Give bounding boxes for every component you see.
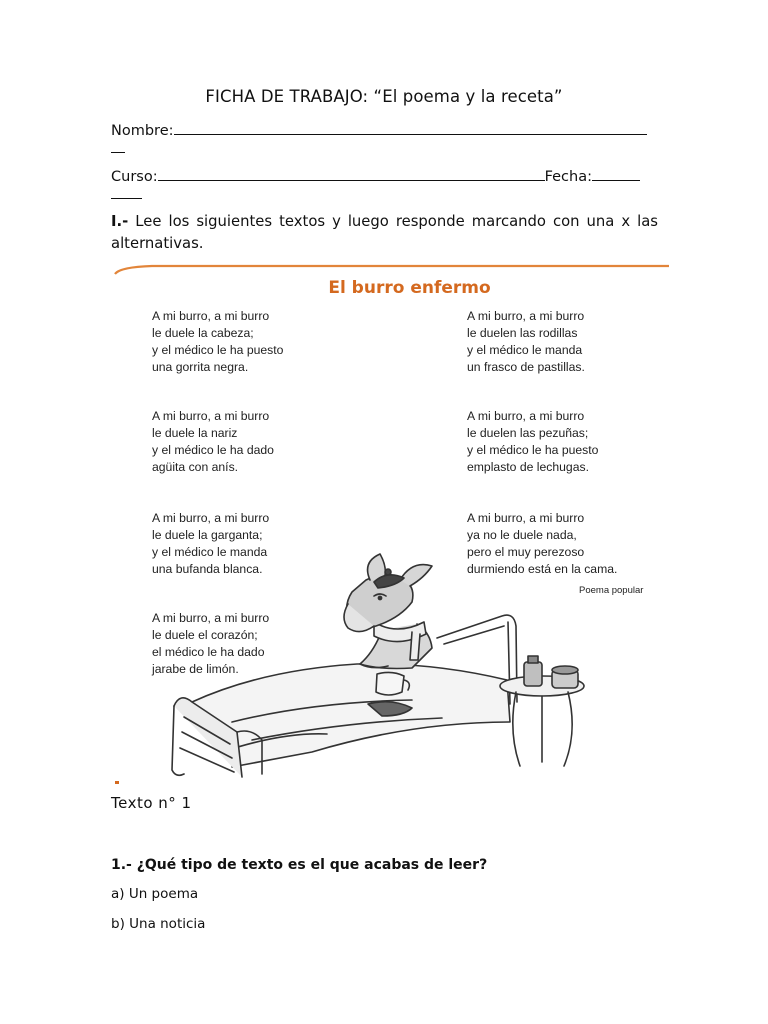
- stanza-line: A mi burro, a mi burro: [467, 409, 585, 423]
- stanza-2: [152, 408, 274, 476]
- stanza-line: jarabe de limón.: [152, 662, 239, 676]
- fecha-line-continuation: [111, 198, 142, 199]
- stanza-line: A mi burro, a mi burro: [152, 309, 270, 323]
- orange-mark: [115, 781, 119, 784]
- texto-label: Texto n° 1: [111, 794, 192, 812]
- stanza-line: durmiendo está en la cama.: [467, 562, 618, 576]
- stanza-line: emplasto de lechugas.: [467, 460, 589, 474]
- instruction-text: Lee los siguientes textos y luego responde marcando con una x las alternativas.: [111, 213, 658, 252]
- fecha-label: Fecha:: [544, 169, 592, 185]
- stanza-line: le duelen las rodillas: [467, 326, 578, 340]
- nombre-label: Nombre:: [111, 123, 174, 139]
- stanza-line: y el médico le ha puesto: [152, 343, 284, 357]
- stanza-line: le duelen las pezuñas;: [467, 426, 589, 440]
- poem-title: El burro enfermo: [328, 278, 491, 298]
- stanza-line: A mi burro, a mi burro: [467, 309, 585, 323]
- stanza-line: le duele la garganta;: [152, 528, 263, 542]
- stanza-line: una bufanda blanca.: [152, 562, 263, 576]
- stanza-line: y el médico le manda: [152, 545, 268, 559]
- option-b[interactable]: b) Una noticia: [111, 916, 206, 932]
- curso-line: [158, 167, 545, 181]
- stanza-line: un frasco de pastillas.: [467, 360, 585, 374]
- stanza-line: y el médico le ha dado: [152, 443, 274, 457]
- stanza-line: y el médico le manda: [467, 343, 583, 357]
- nombre-line: [174, 121, 647, 135]
- stanza-1: [152, 308, 283, 376]
- nombre-line-continuation: [111, 152, 125, 153]
- poem-attribution: Poema popular: [579, 585, 644, 596]
- question-1: 1.- ¿Qué tipo de texto es el que acabas de leer?: [111, 857, 488, 873]
- stanza-line: le duele el corazón;: [152, 628, 258, 642]
- sick-donkey-illustration: [112, 552, 612, 784]
- nombre-field[interactable]: [111, 121, 647, 139]
- stanza-6: [467, 408, 598, 476]
- stanza-line: pero el muy perezoso: [467, 545, 585, 559]
- stanza-line: le duele la nariz: [152, 426, 238, 440]
- stanza-line: el médico le ha dado: [152, 645, 265, 659]
- stanza-line: A mi burro, a mi burro: [152, 511, 270, 525]
- stanza-line: A mi burro, a mi burro: [152, 409, 270, 423]
- stanza-line: le duele la cabeza;: [152, 326, 254, 340]
- stanza-5: [467, 308, 585, 376]
- stanza-line: A mi burro, a mi burro: [467, 511, 585, 525]
- orange-header-rule: [112, 262, 672, 276]
- stanza-line: A mi burro, a mi burro: [152, 611, 270, 625]
- stanza-line: y el médico le ha puesto: [467, 443, 599, 457]
- instruction: [111, 211, 658, 255]
- curso-fecha-row[interactable]: [111, 167, 640, 185]
- stanza-line: ya no le duele nada,: [467, 528, 577, 542]
- stanza-line: una gorrita negra.: [152, 360, 249, 374]
- stanza-line: agüita con anís.: [152, 460, 239, 474]
- fecha-line: [592, 167, 640, 181]
- curso-label: Curso:: [111, 169, 158, 185]
- page-title: FICHA DE TRABAJO: “El poema y la receta”: [205, 87, 563, 106]
- option-a[interactable]: a) Un poema: [111, 886, 199, 902]
- instruction-number: I.-: [111, 213, 129, 230]
